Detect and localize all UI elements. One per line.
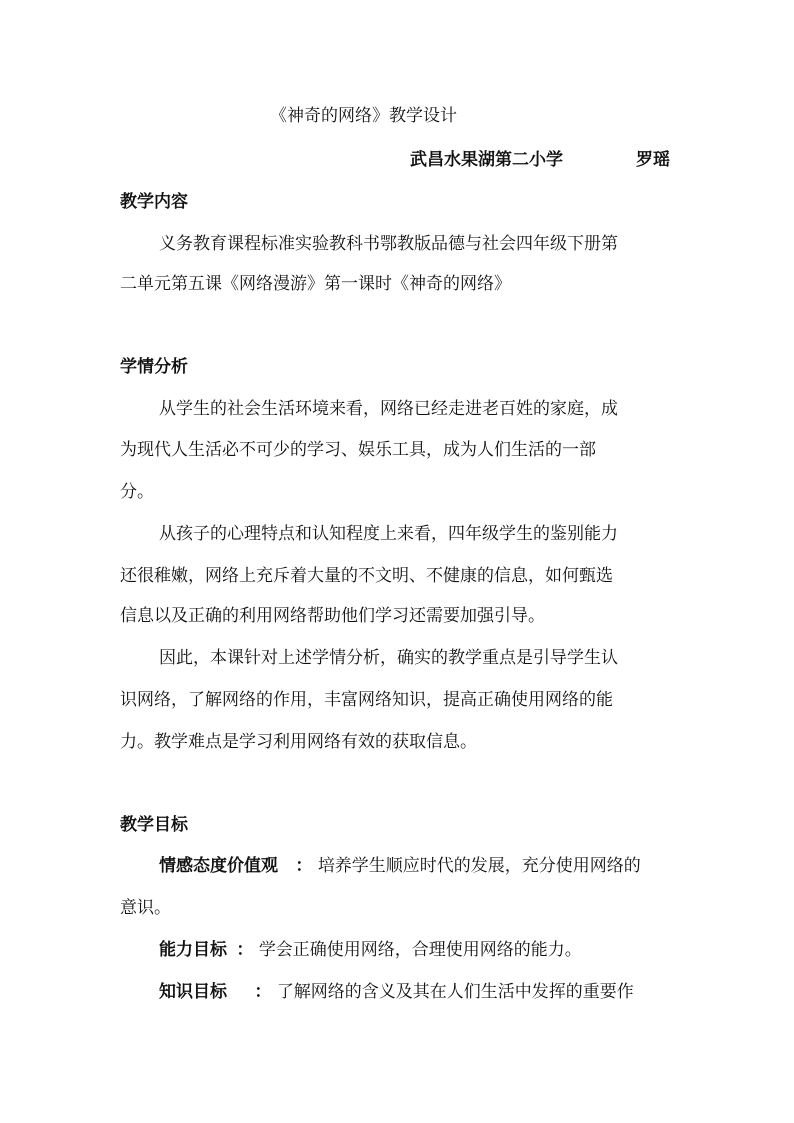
goal-separator: ： [295,856,313,876]
section-heading-goals: 教学目标 [120,815,188,835]
goal-text: 培养学生顺应时代的发展，充分使用网络的 [317,856,641,876]
goal-label: 情感态度价值观 [159,856,278,876]
author-name: 罗瑶 [636,150,670,170]
analysis-line: 为现代人生活必不可少的学习、娱乐工具，成为人们生活的一部 [120,440,596,460]
goal-label: 能力目标 [159,940,227,960]
school-name: 武昌水果湖第二小学 [410,150,563,170]
goal-item-ability [159,940,582,960]
section-heading-content: 教学内容 [120,192,188,212]
goal-separator: ： [236,940,254,960]
section-heading-analysis: 学情分析 [120,357,188,377]
analysis-line: 从孩子的心理特点和认知程度上来看，四年级学生的鉴别能力 [159,524,618,544]
goal-item-attitude [159,856,641,876]
goal-text: 了解网络的含义及其在人们生活中发挥的重要作 [276,982,634,1002]
goal-text: 学会正确使用网络，合理使用网络的能力。 [258,940,582,960]
document-title: 《神奇的网络》教学设计 [270,106,457,126]
content-line: 义务教育课程标准实验教科书鄂教版品德与社会四年级下册第 [159,234,618,254]
analysis-line: 因此，本课针对上述学情分析，确实的教学重点是引导学生认 [159,648,618,668]
analysis-line: 从学生的社会生活环境来看，网络已经走进老百姓的家庭，成 [159,399,618,419]
content-line: 二单元第五课《网络漫游》第一课时《神奇的网络》 [120,274,511,294]
goal-item-knowledge [159,982,634,1002]
analysis-line: 识网络，了解网络的作用，丰富网络知识，提高正确使用网络的能 [120,690,613,710]
analysis-line: 信息以及正确的利用网络帮助他们学习还需要加强引导。 [120,606,545,626]
goal-separator: ： [254,982,272,1002]
goal-label: 知识目标 [159,982,227,1002]
analysis-line: 分。 [120,482,154,502]
goal-text-continued: 意识。 [120,898,171,918]
analysis-line: 力。教学难点是学习利用网络有效的获取信息。 [120,732,477,752]
analysis-line: 还很稚嫩，网络上充斥着大量的不文明、不健康的信息，如何甄选 [120,566,613,586]
